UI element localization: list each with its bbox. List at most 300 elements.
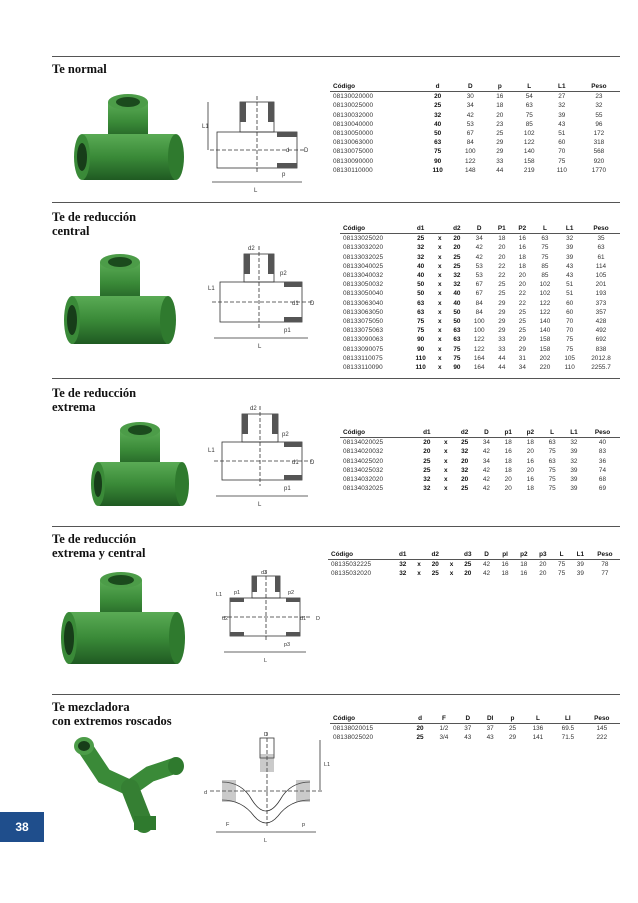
- table-cell: 75: [453, 345, 461, 353]
- label-L1: L1: [324, 762, 331, 768]
- table-row: [340, 475, 620, 484]
- label-d1: d1: [300, 616, 307, 622]
- spec-table-te-reduccion-extrema: [340, 428, 620, 493]
- table-cell: 122: [473, 345, 485, 353]
- table-cell: 69: [598, 485, 607, 493]
- table-cell: 63: [417, 299, 425, 307]
- table-cell: 40: [453, 290, 461, 298]
- column-header: p2: [519, 428, 541, 438]
- spec-table-te-mezcladora: [330, 714, 620, 743]
- table-cell: 31: [518, 354, 526, 362]
- table-cell: x: [438, 336, 442, 344]
- table-row: [330, 157, 620, 166]
- table-cell: 25: [508, 725, 517, 733]
- column-header: Peso: [584, 714, 620, 724]
- table-cell: 25: [431, 570, 439, 578]
- label-d1: d1: [292, 460, 299, 466]
- column-header: p3: [533, 550, 552, 560]
- table-cell: 29: [498, 299, 506, 307]
- table-cell: x: [438, 345, 442, 353]
- cell-code: 08134020032: [343, 448, 384, 456]
- table-cell: 22: [498, 262, 506, 270]
- spec-table-te-reduccion-extrema-central: [328, 550, 620, 579]
- label-L1: L1: [216, 592, 223, 598]
- table-cell: 34: [466, 102, 474, 110]
- table-row: [330, 166, 620, 175]
- table-cell: x: [438, 235, 442, 243]
- table-cell: 20: [518, 281, 526, 289]
- cell-code: 08133110075: [343, 354, 383, 362]
- column-header: L: [513, 82, 546, 92]
- column-header: L1: [557, 224, 582, 234]
- table-cell: 39: [570, 485, 578, 493]
- table-cell: 75: [548, 466, 556, 474]
- table-cell: 32: [566, 235, 574, 243]
- table-cell: 55: [595, 111, 603, 119]
- table-cell: 2012.8: [591, 354, 611, 362]
- table-cell: x: [417, 561, 421, 569]
- table-cell: 22: [498, 272, 506, 280]
- table-row: [330, 138, 620, 147]
- table-cell: 63: [453, 336, 461, 344]
- column-header: D: [454, 82, 487, 92]
- cell-code: 08133063040: [343, 299, 384, 307]
- table-cell: 32: [423, 476, 431, 484]
- cell-code: 08130032000: [333, 111, 374, 119]
- table-cell: 140: [523, 148, 535, 156]
- cell-code: 08133063050: [343, 308, 384, 316]
- column-header: [438, 428, 454, 438]
- table-cell: 32: [453, 281, 461, 289]
- table-cell: 50: [434, 130, 442, 138]
- table-cell: 85: [525, 120, 533, 128]
- table-cell: 110: [556, 166, 567, 174]
- table-cell: 27: [558, 93, 566, 101]
- cell-code: 08134032020: [343, 476, 384, 484]
- table-cell: 75: [541, 253, 549, 261]
- table-cell: 20: [539, 570, 547, 578]
- section-title: Te mezcladora con extremos roscados: [52, 700, 172, 728]
- table-cell: 32: [417, 253, 425, 261]
- table-cell: 222: [596, 734, 608, 742]
- table-cell: 20: [504, 485, 512, 493]
- table-cell: 20: [423, 439, 431, 447]
- column-header: d2: [447, 224, 467, 234]
- table-cell: 18: [526, 485, 534, 493]
- cell-code: 08130075000: [333, 148, 374, 156]
- table-cell: 102: [539, 290, 551, 298]
- table-cell: 110: [432, 166, 443, 174]
- label-L: L: [264, 838, 268, 844]
- cell-code: 08133090075: [343, 345, 384, 353]
- table-cell: 32: [399, 561, 407, 569]
- cell-code: 08134025020: [343, 457, 384, 465]
- table-cell: 29: [496, 148, 504, 156]
- table-cell: 20: [498, 244, 506, 252]
- label-d2: d2: [248, 246, 255, 252]
- te-reduccion-extrema-central-photo: [60, 572, 185, 672]
- column-header: Peso: [585, 428, 620, 438]
- table-cell: 75: [558, 157, 566, 165]
- table-cell: 29: [518, 336, 526, 344]
- label-p: p: [282, 172, 286, 178]
- table-cell: 145: [596, 725, 608, 733]
- table-cell: 44: [496, 166, 504, 174]
- table-cell: 193: [595, 290, 607, 298]
- table-cell: 42: [482, 570, 491, 578]
- table-cell: 32: [423, 485, 431, 493]
- table-row: [340, 262, 620, 271]
- table-header-row: [340, 428, 620, 438]
- table-cell: 33: [496, 157, 504, 165]
- column-header: p1: [497, 428, 519, 438]
- table-cell: 33: [498, 345, 506, 353]
- te-reduccion-central-photo: [62, 252, 177, 357]
- table-cell: 16: [518, 235, 526, 243]
- table-cell: 29: [496, 139, 504, 147]
- table-cell: x: [438, 281, 442, 289]
- table-header-row: [340, 224, 620, 234]
- table-row: [340, 438, 620, 448]
- table-cell: 75: [525, 111, 533, 119]
- table-row: [340, 308, 620, 317]
- section-divider: [52, 694, 620, 695]
- section-te-reduccion-central: [52, 210, 620, 375]
- table-row: [330, 101, 620, 110]
- table-cell: 29: [518, 345, 526, 353]
- column-header: P2: [512, 224, 533, 234]
- table-cell: 75: [541, 244, 549, 252]
- table-cell: 20: [453, 235, 461, 243]
- table-row: [340, 326, 620, 335]
- table-cell: 220: [539, 364, 551, 372]
- table-cell: 20: [464, 570, 472, 578]
- cell-code: 08133050032: [343, 281, 384, 289]
- cell-code: 08138020015: [333, 725, 374, 733]
- table-cell: 90: [417, 336, 425, 344]
- table-cell: 50: [417, 281, 425, 289]
- table-cell: 32: [570, 457, 578, 465]
- table-cell: 40: [417, 272, 425, 280]
- label-d1: d1: [292, 301, 299, 307]
- table-cell: 71.5: [561, 734, 575, 742]
- table-row: [340, 289, 620, 298]
- table-cell: 96: [595, 120, 603, 128]
- table-cell: 75: [548, 448, 556, 456]
- table-cell: 44: [498, 354, 506, 362]
- table-cell: 83: [598, 448, 607, 456]
- table-cell: 34: [475, 235, 483, 243]
- cell-code: 08134025032: [343, 466, 384, 474]
- table-cell: 158: [539, 345, 551, 353]
- table-cell: 20: [539, 561, 547, 569]
- table-cell: 22: [518, 290, 526, 298]
- column-header: L: [552, 550, 571, 560]
- label-L: L: [254, 188, 258, 194]
- table-cell: 32: [461, 448, 469, 456]
- table-cell: 33: [498, 336, 506, 344]
- column-header: Código: [330, 82, 421, 92]
- table-cell: 16: [504, 448, 512, 456]
- te-normal-photo: [74, 92, 184, 192]
- column-header: P1: [492, 224, 513, 234]
- section-divider: [52, 526, 620, 527]
- table-cell: 20: [423, 448, 431, 456]
- section-divider: [52, 202, 620, 203]
- table-cell: 25: [518, 308, 526, 316]
- column-header: LI: [552, 714, 583, 724]
- table-cell: 357: [595, 308, 607, 316]
- table-row: [328, 560, 620, 570]
- table-cell: x: [438, 299, 442, 307]
- table-cell: 29: [498, 327, 506, 335]
- table-cell: 54: [525, 93, 533, 101]
- column-header: [412, 550, 426, 560]
- table-cell: 25: [461, 485, 469, 493]
- table-cell: 43: [558, 120, 566, 128]
- table-cell: 75: [558, 561, 566, 569]
- table-cell: 75: [434, 148, 442, 156]
- cell-code: 08133050040: [343, 290, 384, 298]
- column-header: Peso: [578, 82, 620, 92]
- table-cell: 32: [434, 111, 442, 119]
- table-cell: 16: [518, 244, 526, 252]
- table-row: [340, 335, 620, 344]
- table-cell: 42: [482, 448, 490, 456]
- table-cell: 75: [566, 336, 574, 344]
- table-cell: 53: [475, 262, 483, 270]
- cell-code: 08133032020: [343, 244, 384, 252]
- table-cell: 42: [482, 561, 491, 569]
- table-cell: 39: [558, 111, 566, 119]
- table-cell: 20: [453, 244, 461, 252]
- table-cell: 42: [475, 244, 483, 252]
- section-title: Te normal: [52, 62, 107, 76]
- table-cell: 18: [518, 253, 526, 261]
- table-cell: 43: [566, 262, 574, 270]
- table-row: [340, 271, 620, 280]
- label-p1: p1: [284, 328, 291, 334]
- table-row: [330, 120, 620, 129]
- table-cell: 141: [532, 734, 544, 742]
- cell-code: 08135032020: [331, 570, 372, 578]
- table-cell: 18: [526, 439, 534, 447]
- section-te-reduccion-extrema: [52, 386, 620, 516]
- table-cell: 84: [466, 139, 474, 147]
- table-header-row: [330, 714, 620, 724]
- te-reduccion-extrema-central-drawing: [202, 568, 332, 673]
- column-header: L1: [546, 82, 578, 92]
- table-cell: 69.5: [561, 725, 575, 733]
- table-cell: 63: [548, 439, 556, 447]
- table-cell: 84: [475, 299, 483, 307]
- table-cell: 18: [518, 262, 526, 270]
- table-cell: x: [438, 318, 442, 326]
- table-cell: 29: [498, 318, 506, 326]
- label-D: D: [310, 301, 315, 307]
- column-header: d: [421, 82, 453, 92]
- label-L1: L1: [202, 124, 209, 130]
- table-row: [340, 253, 620, 262]
- table-cell: 16: [501, 561, 509, 569]
- table-cell: 39: [576, 561, 584, 569]
- table-cell: 75: [558, 570, 566, 578]
- column-header: d1: [409, 224, 433, 234]
- table-cell: 23: [496, 120, 504, 128]
- table-cell: x: [438, 272, 442, 280]
- table-cell: 25: [498, 290, 506, 298]
- table-cell: 16: [520, 570, 528, 578]
- table-cell: 75: [453, 354, 461, 362]
- column-header: Peso: [582, 224, 620, 234]
- spec-table-te-normal: [330, 82, 620, 175]
- table-cell: 67: [475, 281, 483, 289]
- table-row: [340, 280, 620, 289]
- table-row: [340, 345, 620, 354]
- table-cell: 20: [496, 111, 504, 119]
- table-cell: 920: [593, 157, 605, 165]
- table-row: [340, 457, 620, 466]
- column-header: L: [524, 714, 552, 724]
- cell-code: 08130020000: [333, 93, 374, 101]
- table-cell: x: [438, 244, 442, 252]
- cell-code: 08130090000: [333, 157, 374, 165]
- table-cell: 90: [434, 157, 442, 165]
- label-d2: d2: [222, 616, 229, 622]
- table-cell: 75: [417, 327, 425, 335]
- table-cell: 50: [417, 290, 425, 298]
- label-p1: p1: [284, 486, 291, 492]
- table-cell: 25: [518, 327, 526, 335]
- table-cell: 318: [593, 139, 605, 147]
- table-cell: 18: [504, 439, 512, 447]
- table-cell: 90: [453, 364, 461, 372]
- te-reduccion-extrema-photo: [90, 422, 190, 514]
- column-header: Código: [330, 714, 409, 724]
- table-cell: 201: [595, 281, 607, 289]
- table-row: [328, 569, 620, 578]
- label-p2: p2: [282, 432, 289, 438]
- te-reduccion-extrema-drawing: [204, 402, 324, 517]
- table-cell: 25: [498, 281, 506, 289]
- table-cell: 122: [523, 139, 535, 147]
- label-p: p: [302, 822, 306, 828]
- table-cell: 158: [523, 157, 535, 165]
- table-cell: 172: [593, 130, 605, 138]
- cell-code: 08133040032: [343, 272, 384, 280]
- table-cell: x: [438, 327, 442, 335]
- table-row: [340, 299, 620, 308]
- label-p3: p3: [284, 642, 291, 648]
- cell-code: 08135032225: [331, 561, 372, 569]
- cell-code: 08134032025: [343, 485, 384, 493]
- table-cell: 114: [595, 262, 607, 270]
- column-header: [445, 550, 459, 560]
- cell-code: 08133032025: [343, 253, 384, 261]
- table-cell: x: [438, 354, 442, 362]
- table-cell: 34: [482, 457, 490, 465]
- table-cell: 51: [566, 281, 574, 289]
- table-cell: 44: [498, 364, 506, 372]
- table-cell: 838: [595, 345, 607, 353]
- table-cell: 18: [501, 570, 509, 578]
- label-L: L: [264, 658, 268, 664]
- table-cell: 122: [539, 299, 551, 307]
- table-row: [340, 484, 620, 493]
- cell-code: 08130050000: [333, 130, 374, 138]
- table-cell: 39: [570, 476, 578, 484]
- table-cell: 40: [453, 299, 461, 307]
- column-header: d2: [426, 550, 445, 560]
- page-number: 38: [0, 812, 44, 842]
- table-row: [330, 733, 620, 742]
- cell-code: 08133075063: [343, 327, 384, 335]
- label-p1: p1: [234, 590, 241, 596]
- table-cell: 34: [518, 364, 526, 372]
- column-header: D: [477, 550, 496, 560]
- cell-code: 08138025020: [333, 734, 374, 742]
- table-cell: 42: [475, 253, 483, 261]
- column-header: p2: [514, 550, 533, 560]
- table-row: [340, 317, 620, 326]
- label-D: D: [310, 460, 315, 466]
- table-cell: 140: [539, 327, 551, 335]
- table-cell: 16: [526, 476, 534, 484]
- table-cell: 25: [461, 439, 469, 447]
- table-cell: 60: [558, 139, 566, 147]
- table-cell: 18: [498, 235, 506, 243]
- table-cell: 25: [416, 734, 424, 742]
- table-cell: 42: [482, 476, 490, 484]
- te-mezcladora-drawing: [202, 730, 332, 845]
- table-cell: 61: [597, 253, 605, 261]
- cell-code: 08133025020: [343, 235, 384, 243]
- table-row: [330, 129, 620, 138]
- column-header: Peso: [590, 550, 620, 560]
- table-cell: 63: [541, 235, 549, 243]
- table-cell: 90: [417, 345, 425, 353]
- column-header: d: [409, 714, 431, 724]
- table-cell: x: [449, 570, 454, 578]
- table-row: [340, 447, 620, 456]
- table-row: [340, 466, 620, 475]
- table-row: [340, 243, 620, 252]
- table-row: [340, 363, 620, 372]
- cell-code: 08130110000: [333, 166, 373, 174]
- table-cell: 75: [417, 318, 425, 326]
- table-cell: 29: [508, 734, 517, 742]
- label-D: D: [304, 148, 309, 154]
- table-cell: 75: [548, 476, 556, 484]
- column-header: D: [457, 714, 479, 724]
- table-cell: 158: [539, 336, 551, 344]
- label-L1: L1: [208, 448, 215, 454]
- table-cell: 32: [453, 272, 461, 280]
- table-cell: 39: [570, 448, 578, 456]
- table-cell: 63: [548, 457, 556, 465]
- table-cell: 84: [475, 308, 483, 316]
- table-cell: 50: [453, 318, 461, 326]
- table-cell: 36: [598, 457, 607, 465]
- table-cell: x: [438, 253, 442, 261]
- table-cell: 51: [566, 290, 574, 298]
- table-cell: 692: [595, 336, 607, 344]
- table-cell: 67: [475, 290, 483, 298]
- label-d: d: [286, 148, 290, 154]
- table-cell: 1770: [591, 166, 607, 174]
- table-cell: x: [443, 466, 448, 474]
- cell-code: 08133110090: [343, 364, 383, 372]
